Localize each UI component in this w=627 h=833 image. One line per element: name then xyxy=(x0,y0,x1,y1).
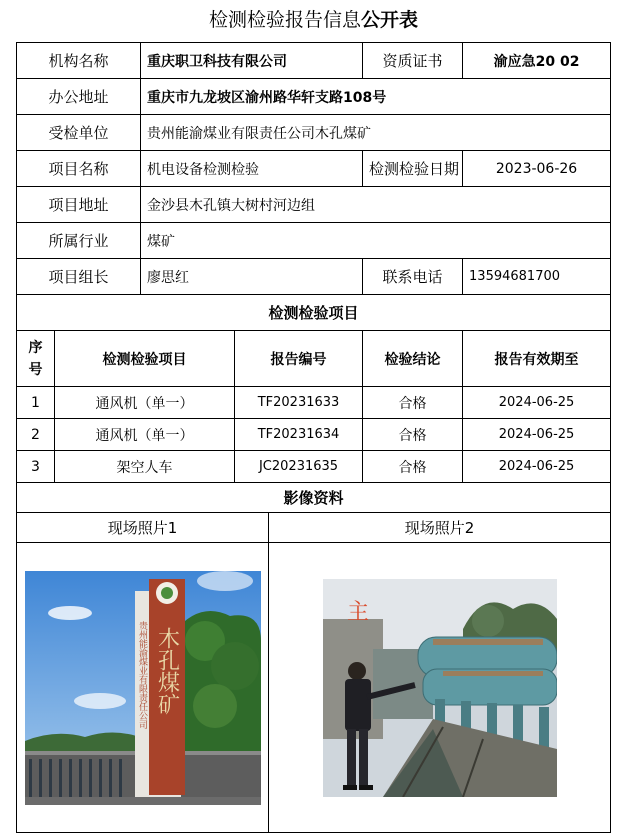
cert-value: 渝应急20 02 xyxy=(463,43,611,79)
site-value: 金沙县木孔镇大树村河边组 xyxy=(141,187,611,223)
row-validity: 2024-06-25 xyxy=(463,419,611,451)
banner-text: 主 xyxy=(346,599,369,625)
photo2-cell xyxy=(269,543,611,833)
photo2-image xyxy=(323,579,557,797)
photo2-label: 现场照片2 xyxy=(269,513,611,543)
images-section-title: 影像资料 xyxy=(17,483,611,513)
unit-label: 受检单位 xyxy=(17,115,141,151)
row-report: JC20231635 xyxy=(235,451,363,483)
photo1-cell xyxy=(17,543,269,833)
header-no: 序 号 xyxy=(17,331,55,387)
header-report: 报告编号 xyxy=(235,331,363,387)
phone-value: 13594681700 xyxy=(463,259,611,295)
row-item: 架空人车 xyxy=(55,451,235,483)
org-label: 机构名称 xyxy=(17,43,141,79)
leader-label: 项目组长 xyxy=(17,259,141,295)
project-label: 项目名称 xyxy=(17,151,141,187)
row-result: 合格 xyxy=(363,451,463,483)
row-result: 合格 xyxy=(363,419,463,451)
industry-value: 煤矿 xyxy=(141,223,611,259)
date-value: 2023-06-26 xyxy=(463,151,611,187)
row-item: 通风机（单一） xyxy=(55,419,235,451)
sign-company-text: 贵州能渝煤业有限责任公司 xyxy=(136,620,147,729)
row-no: 2 xyxy=(17,419,55,451)
org-value: 重庆职卫科技有限公司 xyxy=(141,43,363,79)
items-section-title: 检测检验项目 xyxy=(17,295,611,331)
table-row xyxy=(17,387,611,419)
row-result: 合格 xyxy=(363,387,463,419)
row-validity: 2024-06-25 xyxy=(463,387,611,419)
header-validity: 报告有效期至 xyxy=(463,331,611,387)
industry-label: 所属行业 xyxy=(17,223,141,259)
phone-label: 联系电话 xyxy=(363,259,463,295)
photo1-label: 现场照片1 xyxy=(17,513,269,543)
unit-value: 贵州能渝煤业有限责任公司木孔煤矿 xyxy=(141,115,611,151)
sign-main-text: 木孔煤矿 xyxy=(154,626,179,715)
row-no: 1 xyxy=(17,387,55,419)
row-item: 通风机（单一） xyxy=(55,387,235,419)
table-row xyxy=(17,451,611,483)
leader-value: 廖思红 xyxy=(141,259,363,295)
address-label: 办公地址 xyxy=(17,79,141,115)
cert-label: 资质证书 xyxy=(363,43,463,79)
photo1-image xyxy=(25,571,261,805)
site-label: 项目地址 xyxy=(17,187,141,223)
date-label: 检测检验日期 xyxy=(363,151,463,187)
row-report: TF20231634 xyxy=(235,419,363,451)
project-value: 机电设备检测检验 xyxy=(141,151,363,187)
header-result: 检验结论 xyxy=(363,331,463,387)
row-report: TF20231633 xyxy=(235,387,363,419)
header-item: 检测检验项目 xyxy=(55,331,235,387)
table-row xyxy=(17,419,611,451)
page-title: 检测检验报告信息公开表 xyxy=(208,9,419,31)
row-validity: 2024-06-25 xyxy=(463,451,611,483)
address-value: 重庆市九龙坡区渝州路华轩支路108号 xyxy=(141,79,611,115)
row-no: 3 xyxy=(17,451,55,483)
report-table xyxy=(16,42,611,833)
